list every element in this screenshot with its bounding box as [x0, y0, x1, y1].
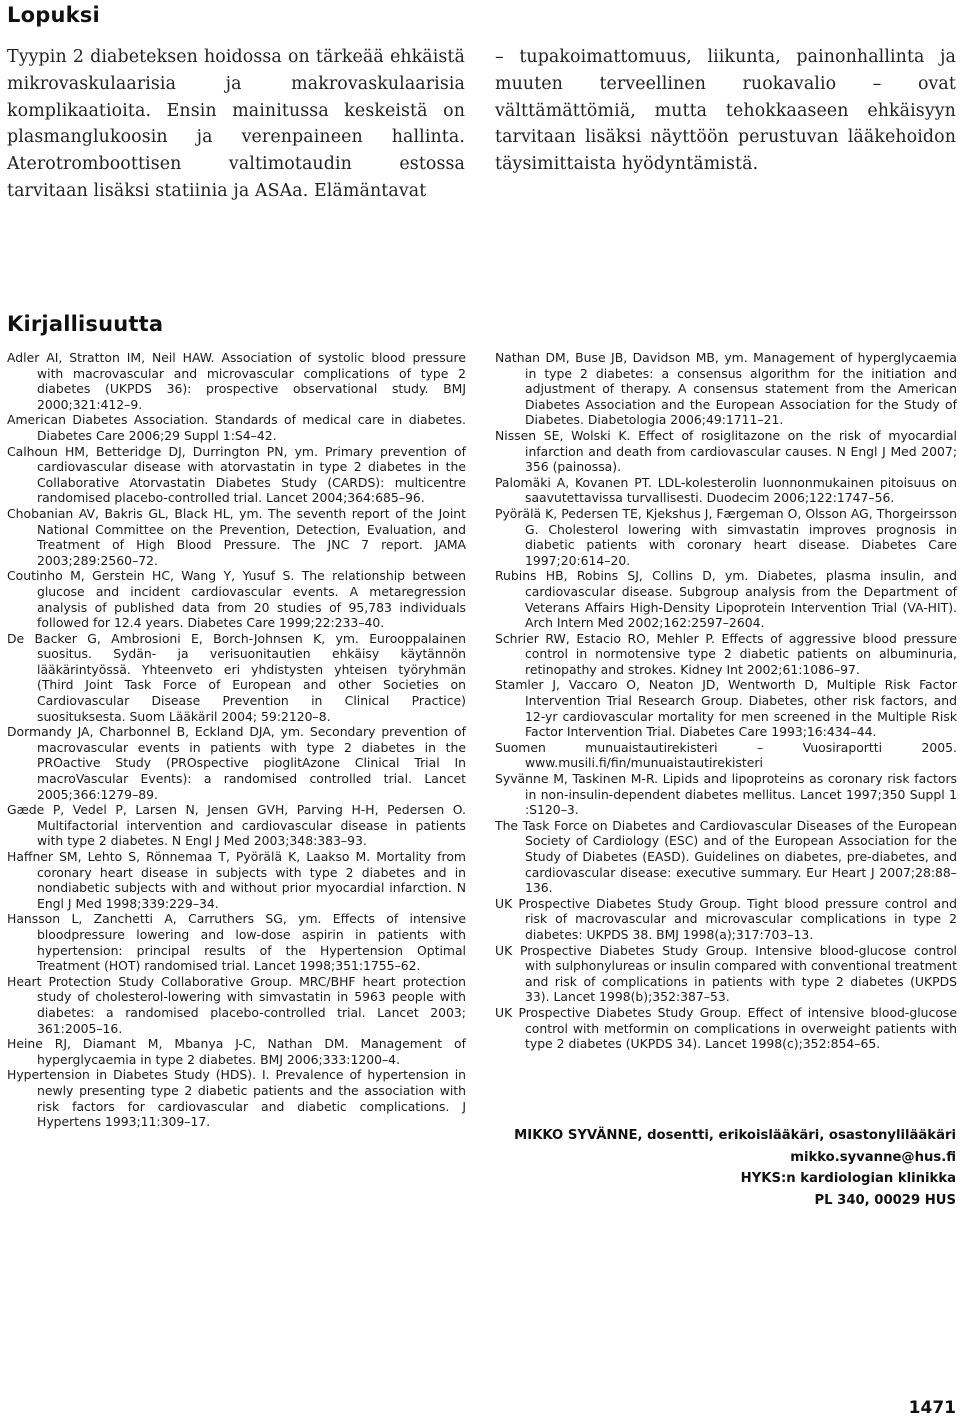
reference-item: Adler AI, Stratton IM, Neil HAW. Association of systolic blood pressure with macrovascular and microvascular complications of type 2 diabetes (UKPDS 36): prospective observational study. BMJ 2000;321:412–9.: [7, 350, 466, 412]
reference-item: UK Prospective Diabetes Study Group. Tight blood pressure control and risk of macrovascular and microvascular complications in type 2 diabetes: UKPDS 38. BMJ 1998(a);317:703–13.: [495, 895, 957, 942]
reference-item: Nathan DM, Buse JB, Davidson MB, ym. Management of hyperglycaemia in type 2 diabetes: a consensus algorithm for the initiation and adjustment of therapy. A consensus statement from the American Diabetes Association and the European Association for the Study of Diabetes. Diabetologia 2006;49:1711–21.: [495, 350, 957, 428]
reference-item: Haffner SM, Lehto S, Rönnemaa T, Pyörälä K, Laakso M. Mortality from coronary heart disease in subjects with type 2 diabetes and in nondiabetic subjects with and without prior myocardial infarction. N Engl J Med 1998;339:229–34.: [7, 849, 466, 911]
reference-item: De Backer G, Ambrosioni E, Borch-Johnsen K, ym. Eurooppalainen suositus. Sydän- ja verisuonitautien ehkäisy käytännön lääkärintyössä. Yhteenveto eri yhdistysten yhteisen työryhmän (Third Joint Task Force of European and other Societies on Cardiovascular Disease Prevention in Clinical Practice) suosituksesta. Suom Lääkäril 2004; 59:2120–8.: [7, 630, 466, 724]
reference-item: Calhoun HM, Betteridge DJ, Durrington PN, ym. Primary prevention of cardiovascular disease with atorvastatin in type 2 diabetes in the Collaborative Atorvastatin Diabetes Study (CARDS): multicentre randomised placebo-controlled trial. Lancet 2004;364:685–96.: [7, 443, 466, 506]
reference-item: Hansson L, Zanchetti A, Carruthers SG, ym. Effects of intensive bloodpressure lowering and low-dose aspirin in patients with hypertension: principal results of the Hypertension Optimal Treatment (HOT) randomised trial. Lancet 1998;351:1755–62.: [7, 911, 466, 974]
reference-item: Palomäki A, Kovanen PT. LDL-kolesterolin luonnonmukainen pitoisuus on saavutettavissa turvallisesti. Duodecim 2006;122:1747–56.: [495, 474, 957, 506]
section-heading-conclusion: Lopuksi: [7, 3, 100, 27]
author-clinic: HYKS:n kardiologian klinikka: [740, 1171, 956, 1186]
reference-item: Stamler J, Vaccaro O, Neaton JD, Wentworth D, Multiple Risk Factor Intervention Trial Research Group. Diabetes, other risk factors, and 12-yr cardiovascular mortality for men screened in the Multiple Risk Factor Intervention Trial. Diabetes Care 1993;16:434–44.: [495, 677, 957, 740]
reference-item: Dormandy JA, Charbonnel B, Eckland DJA, ym. Secondary prevention of macrovascular events in patients with type 2 diabetes in the PROactive Study (PROspective pioglitAzone Clinical Trial In macroVascular Events): a randomised controlled trial. Lancet 2005;366:1279–89.: [7, 724, 466, 802]
page-number: 1471: [908, 1398, 956, 1418]
section-heading-references: Kirjallisuutta: [7, 312, 164, 336]
reference-item: Schrier RW, Estacio RO, Mehler P. Effects of aggressive blood pressure control in normotensive type 2 diabetic patients on albuminuria, retinopathy and strokes. Kidney Int 2002;61:1086–97.: [495, 630, 957, 677]
reference-list-right: [495, 350, 957, 1052]
reference-item: Rubins HB, Robins SJ, Collins D, ym. Diabetes, plasma insulin, and cardiovascular disease. Subgroup analysis from the Department of Veterans Affairs High-Density Lipoprotein Intervention Trial (VA-HIT). Arch Intern Med 2002;162:2597–2604.: [495, 568, 957, 631]
conclusion-text-right: – tupakoimattomuus, liikunta, painonhallinta ja muuten terveellinen ruokavalio – ovat välttämättömiä, mutta tehokkaaseen ehkäisyyn tarvitaan lisäksi näyttöön perustuvan lääkehoidon täysimittaista hyödyntämistä.: [495, 47, 956, 175]
reference-item: Chobanian AV, Bakris GL, Black HL, ym. The seventh report of the Joint National Committee on the Prevention, Detection, Evaluation, and Treatment of High Blood Pressure. The JNC 7 report. JAMA 2003;289:2560–72.: [7, 505, 466, 568]
reference-item: Coutinho M, Gerstein HC, Wang Y, Yusuf S. The relationship between glucose and incident cardiovascular events. A metaregression analysis of published data from 20 studies of 95,783 individuals followed for 12.4 years. Diabetes Care 1999;22:233–40.: [7, 568, 466, 631]
author-address: PL 340, 00029 HUS: [814, 1192, 956, 1208]
author-email[interactable]: mikko.syvanne@hus.fi: [790, 1149, 956, 1165]
conclusion-text-left: Tyypin 2 diabeteksen hoidossa on tärkeää ehkäistä mikrovaskulaarisia ja makrovaskulaarisia komplikaatioita. Ensin mainitussa keskeistä on plasmanglukoosin ja verenpaineen hallinta. Aterotromboottisen valtimotaudin estossa tarvitaan lisäksi statiinia ja ASAa. Elämäntavat: [7, 47, 465, 201]
reference-item: UK Prospective Diabetes Study Group. Effect of intensive blood-glucose control with metformin on complications in overweight patients with type 2 diabetes (UKPDS 34). Lancet 1998(c);352:854–65.: [495, 1004, 957, 1052]
reference-item: American Diabetes Association. Standards of medical care in diabetes. Diabetes Care 2006;29 Suppl 1:S4–42.: [7, 412, 466, 443]
reference-item: Heine RJ, Diamant M, Mbanya J-C, Nathan DM. Management of hyperglycaemia in type 2 diabetes. BMJ 2006;333:1200–4.: [7, 1036, 466, 1067]
reference-list-left: [7, 350, 466, 1130]
reference-item: The Task Force on Diabetes and Cardiovascular Diseases of the European Society of Cardiology (ESC) and of the European Association for the Study of Diabetes (EASD). Guidelines on diabetes, pre-diabetes, and cardiovascular disease: executive summary. Eur Heart J 2007;28:88–136.: [495, 817, 957, 896]
reference-item: Hypertension in Diabetes Study (HDS). I. Prevalence of hypertension in newly presenting type 2 diabetic patients and the association with risk factors for cardiovascular and diabetic complications. J Hypertens 1993;11:309–17.: [7, 1067, 466, 1130]
reference-item: Syvänne M, Taskinen M-R. Lipids and lipoproteins as coronary risk factors in non-insulin-dependent diabetes mellitus. Lancet 1997;350 Suppl 1 :S120–3.: [495, 771, 957, 818]
reference-item: UK Prospective Diabetes Study Group. Intensive blood-glucose control with sulphonylureas or insulin compared with conventional treatment and risk of complications in patients with type 2 diabetes (UKPDS 33). Lancet 1998(b);352:387–53.: [495, 942, 957, 1005]
reference-item: Pyörälä K, Pedersen TE, Kjekshus J, Færgeman O, Olsson AG, Thorgeirsson G. Cholesterol lowering with simvastatin improves prognosis in diabetic patients with coronary heart disease. Diabetes Care 1997;20:614–20.: [495, 505, 957, 568]
reference-item: Heart Protection Study Collaborative Group. MRC/BHF heart protection study of cholesterol-lowering with simvastatin in 5963 people with diabetes: a randomised placebo-controlled trial. Lancet 2003; 361:2005–16.: [7, 973, 466, 1036]
reference-item: Suomen munuaistautirekisteri – Vuosiraportti 2005. www.musili.fi/fin/munuaistautirekisteri: [495, 739, 957, 771]
author-name-title: MIKKO SYVÄNNE, dosentti, erikoislääkäri, osastonylilääkäri: [514, 1128, 956, 1143]
reference-item: Gæde P, Vedel P, Larsen N, Jensen GVH, Parving H-H, Pedersen O. Multifactorial intervention and cardiovascular disease in patients with type 2 diabetes. N Engl J Med 2003;348:383–93.: [7, 802, 466, 849]
reference-item: Nissen SE, Wolski K. Effect of rosiglitazone on the risk of myocardial infarction and death from cardiovascular causes. N Engl J Med 2007; 356 (painossa).: [495, 427, 957, 475]
author-info: [496, 1125, 956, 1211]
